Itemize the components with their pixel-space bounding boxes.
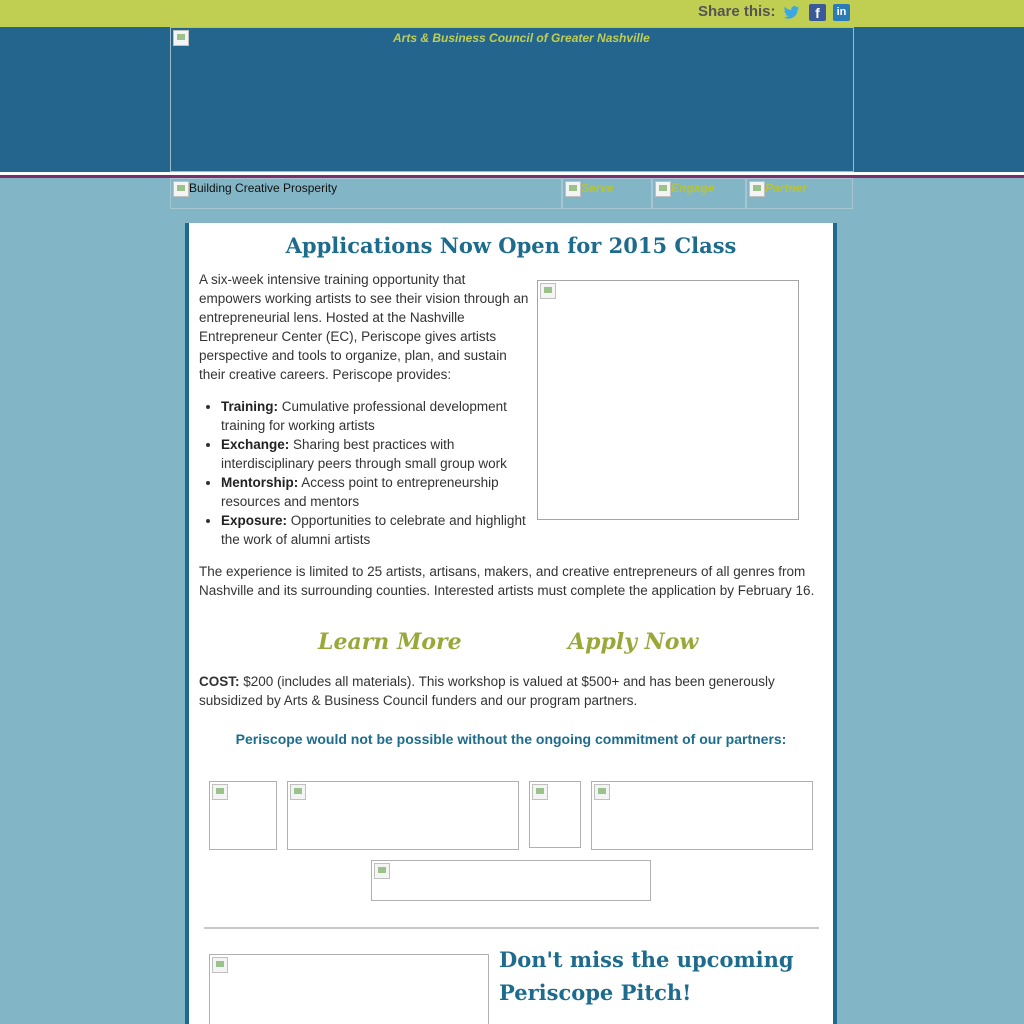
share-bar xyxy=(0,0,1024,27)
bullet-term: Mentorship: xyxy=(221,475,299,490)
bullet-term: Training: xyxy=(221,399,278,414)
bullet-desc: Cumulative professional development training for working artists xyxy=(221,399,507,433)
cost-paragraph xyxy=(199,672,831,710)
broken-image-icon xyxy=(655,181,671,197)
partners-heading: Periscope would not be possible without the ongoing commitment of our partners: xyxy=(235,731,787,747)
list-item xyxy=(221,511,531,549)
tagline-image xyxy=(170,178,562,209)
nav-engage-label[interactable]: Engage xyxy=(671,181,715,195)
broken-image-icon xyxy=(173,181,189,197)
broken-image-icon xyxy=(540,283,556,299)
list-item xyxy=(221,473,531,511)
broken-image-icon xyxy=(173,30,189,46)
main-content xyxy=(185,223,837,1024)
cost-label: COST: xyxy=(199,674,240,689)
bullet-desc: Sharing best practices with interdisciplinary peers through small group work xyxy=(221,437,507,471)
broken-image-icon xyxy=(594,784,610,800)
broken-image-icon xyxy=(212,957,228,973)
bullet-term: Exchange: xyxy=(221,437,290,452)
learn-more-link[interactable]: Learn More xyxy=(318,629,462,655)
nav-item-engage[interactable] xyxy=(652,178,746,209)
nav-item-partner[interactable] xyxy=(746,178,853,209)
partner-logo[interactable] xyxy=(209,781,277,850)
nav-serve-label[interactable]: Serve xyxy=(581,181,614,195)
broken-image-icon xyxy=(374,863,390,879)
linkedin-icon[interactable]: in xyxy=(833,4,850,21)
page-title: Applications Now Open for 2015 Class xyxy=(285,233,737,258)
limit-paragraph: The experience is limited to 25 artists, artisans, makers, and creative entrepreneurs of all genres from Nashville and its surrounding counties. Interested artists must complete the application by February 16. xyxy=(199,564,815,598)
partner-logo[interactable] xyxy=(371,860,651,901)
tagline-alt: Building Creative Prosperity xyxy=(189,181,338,195)
apply-now-link[interactable]: Apply Now xyxy=(568,629,699,655)
twitter-icon[interactable] xyxy=(783,4,800,21)
pitch-image xyxy=(209,954,489,1024)
broken-image-icon xyxy=(532,784,548,800)
bullet-desc: Opportunities to celebrate and highlight the work of alumni artists xyxy=(221,513,526,547)
bullet-term: Exposure: xyxy=(221,513,288,528)
broken-image-icon xyxy=(565,181,581,197)
partner-logo[interactable] xyxy=(591,781,813,850)
broken-image-icon xyxy=(290,784,306,800)
header-image-alt: Arts & Business Council of Greater Nashville xyxy=(393,31,650,45)
broken-image-icon xyxy=(749,181,765,197)
header-banner-image[interactable] xyxy=(170,27,854,172)
share-label: Share this: xyxy=(698,3,776,20)
list-item xyxy=(221,435,531,473)
list-item xyxy=(221,397,531,435)
nav-item-serve[interactable] xyxy=(562,178,652,209)
partner-logo[interactable] xyxy=(287,781,519,850)
benefits-list xyxy=(221,397,531,549)
broken-image-icon xyxy=(212,784,228,800)
facebook-icon[interactable]: f xyxy=(809,4,826,21)
section-divider xyxy=(204,927,819,929)
cost-text: $200 (includes all materials). This workshop is valued at $500+ and has been generously subsidized by Arts & Business Council funders and our program partners. xyxy=(199,674,775,708)
intro-paragraph: A six-week intensive training opportunity that empowers working artists to see their vision through an entrepreneurial lens. Hosted at the Nashville Entrepreneur Center (EC), Periscope gives artists perspective and tools to organize, plan, and sustain their creative careers. Periscope provides: xyxy=(199,272,529,382)
pitch-heading: Don't miss the upcoming Periscope Pitch! xyxy=(499,947,794,1005)
bullet-desc: Access point to entrepreneurship resources and mentors xyxy=(221,475,499,509)
program-photo xyxy=(537,280,799,520)
nav-partner-label[interactable]: Partner xyxy=(765,181,808,195)
partner-logo[interactable] xyxy=(529,781,581,848)
